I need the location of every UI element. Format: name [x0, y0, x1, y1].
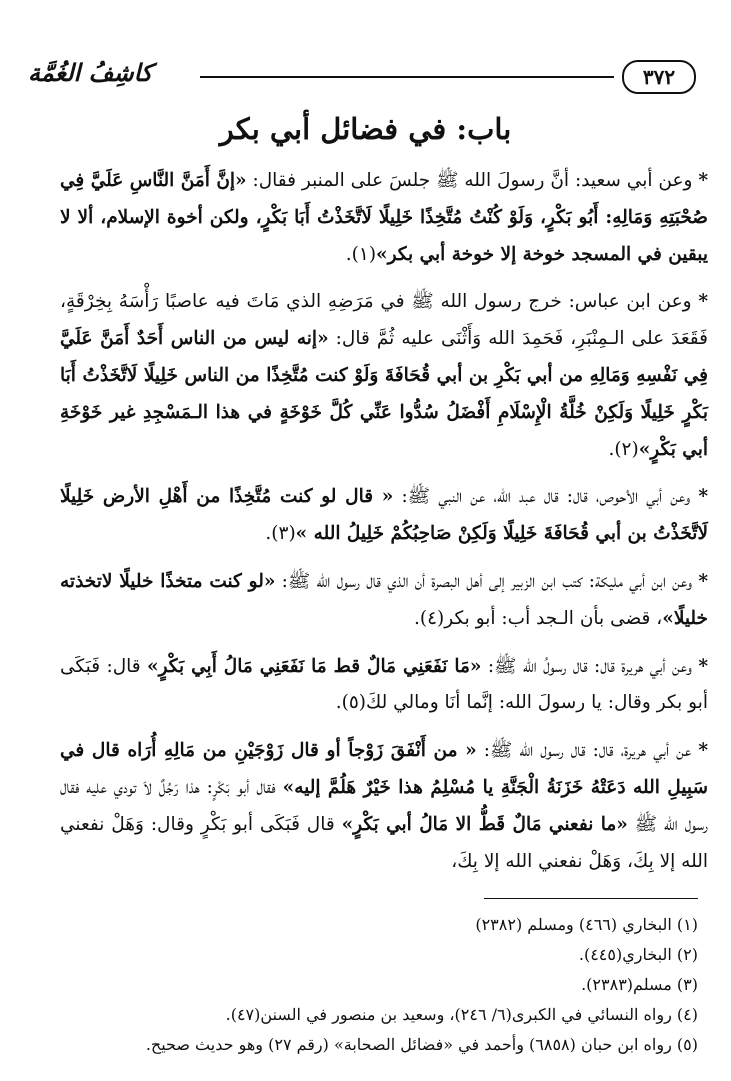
- footnotes: [58, 910, 698, 1060]
- footnote-ref: (١).: [345, 243, 377, 265]
- chapter-title: باب: في فضائل أبي بكر: [219, 112, 512, 146]
- paragraph: [60, 564, 708, 638]
- footnote: (٥) رواه ابن حبان (٦٨٥٨) وأحمد في «فضائل الصحابة» (رقم ٢٧) وهو حديث صحيح.: [145, 1035, 698, 1054]
- narration-tail: قال فَبَكَى أبو بَكْرٍ وقال: وَهَلْ نفعني الله إلا بِكَ، وَهَلْ نفعني الله إلا بِكَ،: [60, 813, 708, 872]
- narration-tail: ، قضى بأن الـجد أب: أبو بكر: [444, 607, 663, 629]
- bullet-star: *: [698, 170, 708, 191]
- bullet-star: *: [698, 740, 708, 762]
- bullet-star: *: [698, 486, 708, 508]
- running-title: كاشِفُ الغُمَّة: [28, 58, 153, 87]
- narration: وعن ابن عباس: خرج رسول الله ﷺ في مَرَضِهِ الذي مَاتَ فيه عاصبًا رَأْسَهُ بِخِرْقَةٍ، فَقَعَدَ على الـمِنْبَرِ، فَحَمِدَ الله وَأَثْنَى عليه ثُمَّ قال:: [60, 291, 708, 350]
- paragraph: [60, 284, 708, 468]
- body-text: [60, 163, 708, 891]
- hadith-quote: «مَا نَفَعَنِي مَالٌ قط مَا نَفَعَنِي مَالُ أَبِي بَكْرٍ»: [147, 655, 482, 677]
- narration: وعن أبي هريرة قال: قال رسولُ الله ﷺ:: [481, 655, 699, 677]
- hadith-quote: « قال لو كنت مُتَّخِذًا من أَهْلِ الأرض خَلِيلًا لَاتَّخَذْتُ بن أبي قُحَافَةَ خَلِيلًا وَلَكِنْ صَاحِبُكُمْ خَلِيلُ الله »: [60, 486, 708, 545]
- footnote: (٢) البخاري(٤٤٥).: [578, 945, 698, 964]
- paragraph: [60, 479, 708, 553]
- hadith-quote: «إنه ليس من الناس أَحَدٌ أَمَنَّ عَلَيَّ فِي نَفْسِهِ وَمَالِهِ من أبي بَكْرِ بن أبي قُحَافَةَ وَلَوْ كنت مُتَّخِذًا من الناس خَلِيلًا لَاتَّخَذْتُ أَبَا بَكْرٍ خَلِيلًا وَلَكِنْ خُلَّةُ الْإِسْلَامِ أَفْضَلُ سُدُّوا عَنِّي كُلَّ خَوْخَةٍ في هذا الـمَسْجِدِ غير خَوْخَةِ أبي بَكْرٍ»: [60, 328, 708, 460]
- bullet-star: *: [698, 291, 708, 313]
- paragraph: [60, 163, 708, 273]
- narration: وعن ابن أبي مليكة: كتب ابن الزبير إلى أهل البصرة أن الذي قال رسول الله ﷺ:: [275, 570, 699, 592]
- hadith-quote: «لو كنت متخذًا خليلًا لاتخذته خليلًا»: [60, 570, 708, 629]
- page-header: [28, 58, 696, 98]
- footnote-divider: [484, 898, 698, 899]
- footnote-ref: (٥).: [335, 692, 366, 714]
- narration-tail: فقال أبو بَكْرٍ: هذا رَجُلٌ لاَ تودي عليه فقال رسول الله ﷺ: [60, 776, 708, 835]
- footnote: (٣) مسلم(٢٣٨٣).: [581, 975, 698, 994]
- narration: وعن أبي الأحوص، قال: قال عبد الله، عن النبي ﷺ:: [393, 486, 699, 508]
- page-number: ٣٧٢: [622, 60, 696, 94]
- bullet-star: *: [698, 570, 708, 592]
- header-rule: [200, 76, 614, 78]
- paragraph: [60, 733, 708, 880]
- footnote: (٤) رواه النسائي في الكبرى(٦/ ٢٤٦)، وسعيد بن منصور في السنن(٤٧).: [225, 1005, 698, 1024]
- bullet-star: *: [698, 655, 709, 677]
- narration: وعن أبي سعيد: أنَّ رسولَ الله ﷺ جلسَ على المنبر فقال:: [246, 170, 699, 191]
- paragraph: [60, 649, 708, 723]
- hadith-quote: «ما نفعني مَالٌ قَطُّ الا مَالُ أبي بَكْرٍ»: [341, 813, 628, 835]
- footnote-ref: (٣).: [265, 523, 296, 545]
- hadith-quote: « من أَنْفَقَ زَوْجاً أو قال زَوْجَيْنِ من مَالِهِ أُرَاه قال في سَبِيلِ الله دَعَتْهُ خَزَنَةُ الْجَنَّةِ يا مُسْلِمُ هذا خَيْرٌ هَلُمَّ إليه»: [60, 740, 708, 798]
- hadith-quote: «إنَّ أَمَنَّ النَّاسِ عَلَيَّ فِي صُحْبَتِهِ وَمَالِهِ: أَبُو بَكْرٍ، وَلَوْ كُنْتُ مُتَّخِذًا خَلِيلًا لَاتَّخَذْتُ أَبَا بَكْرٍ، ولكن أخوة الإسلام، ألا لا يبقين في المسجد خوخة إلا خوخة أبي بكر»: [60, 170, 708, 265]
- footnote-ref: (٢).: [608, 438, 639, 460]
- footnote: (١) البخاري (٤٦٦) ومسلم (٢٣٨٢): [475, 915, 698, 934]
- narration: عن أبي هريرة، قال: قال رسول الله ﷺ:: [476, 740, 699, 762]
- footnote-ref: (٤).: [413, 607, 445, 629]
- narration-tail: قال: فَبَكَى أبو بكر وقال: يا رسولَ الله: إنَّما أنَا ومالي لكَ: [60, 655, 708, 714]
